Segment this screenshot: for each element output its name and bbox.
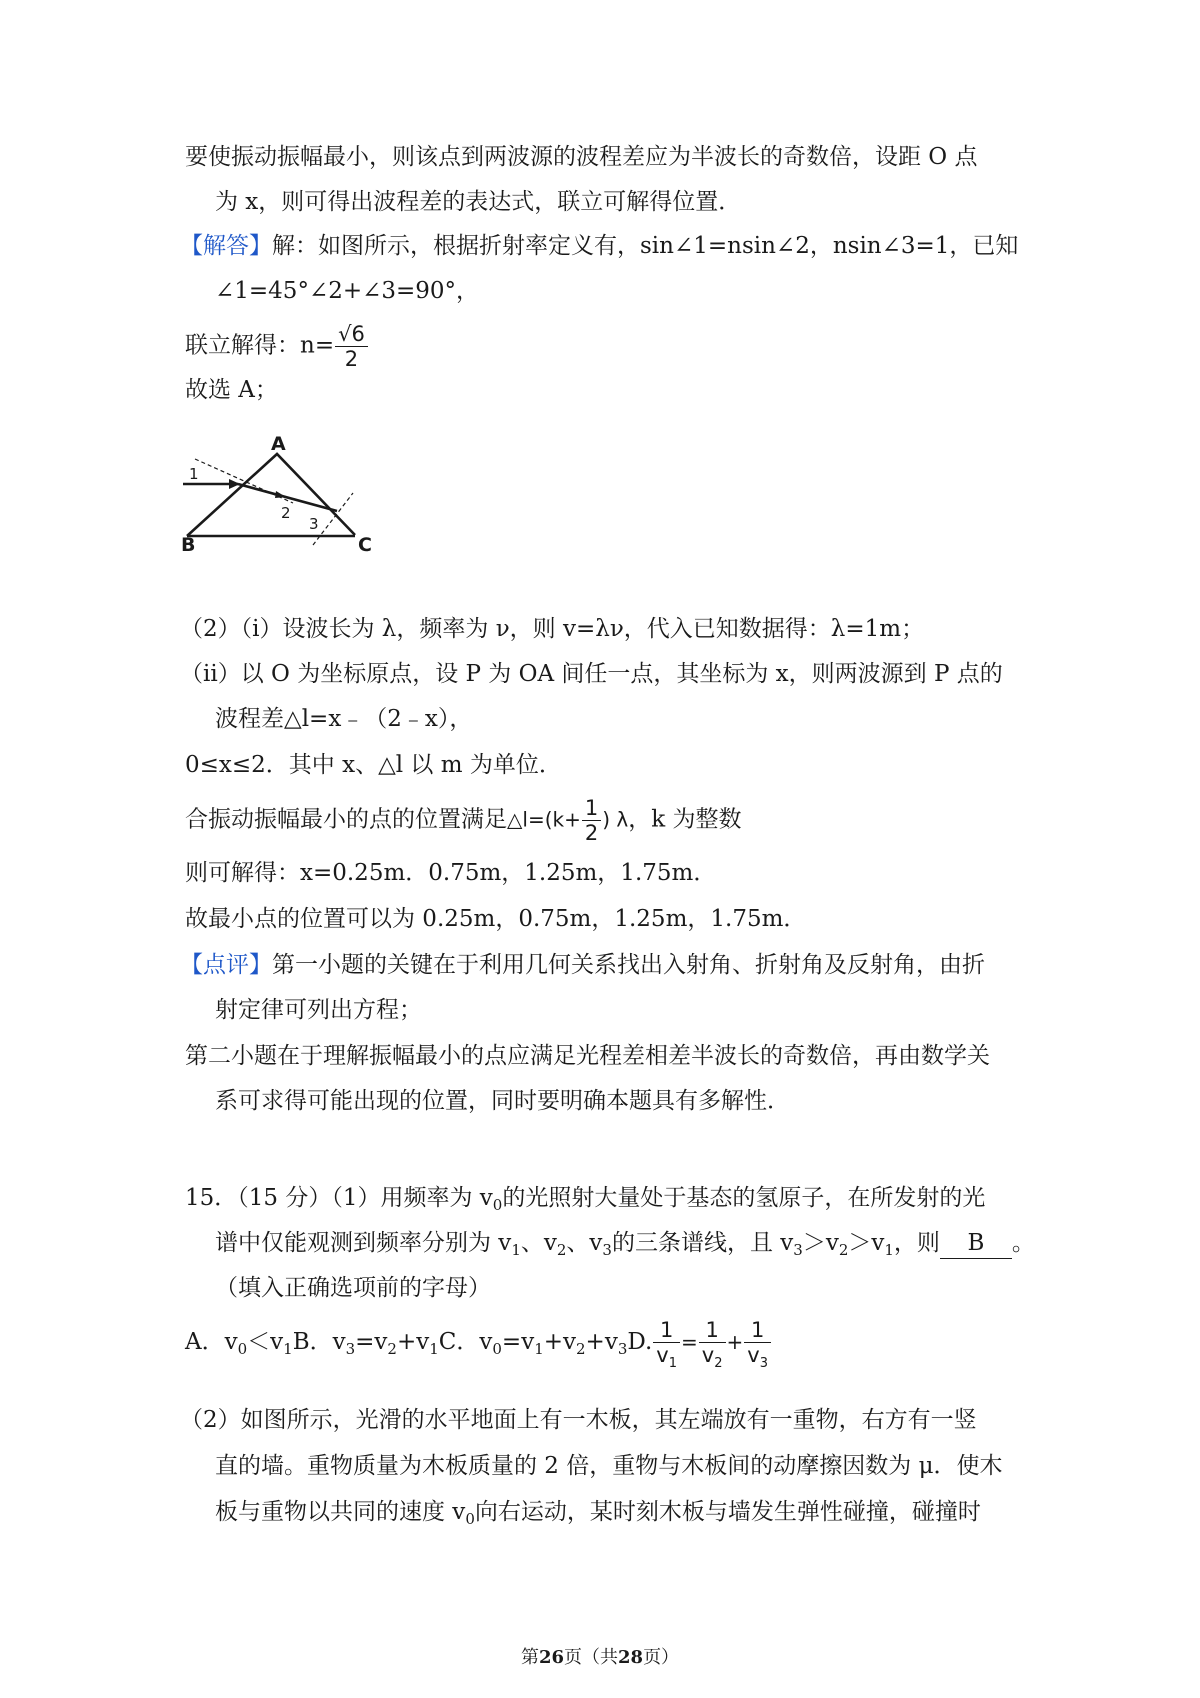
- q15-line-2: 谱中仅能观测到频率分别为 $v_1$、$v_2$、$v_3$的三条谱线，且 $v_3>v_2>v_1$，则 B 。: [215, 1230, 1035, 1259]
- cond-den: 2: [584, 821, 599, 845]
- q15-line-1: 15．（15 分）（1）用频率为 $v_0$的光照射大量处于基态的氢原子，在所发射的光: [185, 1185, 986, 1214]
- cond-formula-a: △l=(k+: [507, 807, 581, 832]
- p2-ii-2: 波程差△l=x﹣（2﹣x），: [215, 706, 473, 732]
- choose-line: 故选 A；: [185, 377, 278, 403]
- result-1: 则可解得：x=0.25m．0.75m，1.25m，1.75m．: [185, 860, 717, 886]
- answer-tag: 【解答】: [180, 233, 272, 259]
- p2-ii-1: （ii）以 O 为坐标原点，设 P 为 OA 间任一点，其坐标为 x，则两波源到 P 点的: [180, 661, 1003, 687]
- label-1: 1: [189, 465, 199, 483]
- option-c: C．$v_0=v_1+v_2+v_3$: [438, 1328, 628, 1358]
- comment-3: 第二小题在于理解振幅最小的点应满足光程差相差半波长的奇数倍，再由数学关: [185, 1043, 990, 1069]
- cond-suffix: ，k 为整数: [628, 806, 742, 833]
- frac-v1: $\frac{1}{v_1}$: [653, 1318, 680, 1367]
- n-denominator: 2: [344, 347, 359, 371]
- triangle-figure: [181, 433, 383, 556]
- cond-num: 1: [582, 796, 601, 821]
- comment-4: 系可求得可能出现的位置，同时要明确本题具有多解性．: [215, 1088, 790, 1114]
- option-b: B．$v_3=v_2+v_1$: [292, 1328, 439, 1358]
- option-a: A．$v_0<v_1$: [185, 1328, 293, 1358]
- line-1: 要使振动振幅最小，则该点到两波源的波程差应为半波长的奇数倍，设距 O 点: [185, 144, 978, 170]
- option-d: D. $\frac{1}{v_1}$ = $\frac{1}{v_2}$ + $\frac{1}{v_3}$: [627, 1329, 772, 1355]
- solve-line: [185, 322, 369, 371]
- n-fraction: [335, 322, 368, 371]
- q15-options: [185, 1318, 772, 1371]
- q15-answer-blank: B: [940, 1228, 1012, 1259]
- answer-line: [180, 231, 1018, 261]
- comment-tag: 【点评】: [180, 952, 272, 978]
- line-2: 为 x，则可得出波程差的表达式，联立可解得位置．: [215, 189, 742, 215]
- angles-line: ∠1=45°∠2+∠3=90°，: [215, 278, 480, 304]
- comment-1: 第一小题的关键在于利用几何关系找出入射角、折射角及反射角，由折: [272, 952, 985, 978]
- normal-left: [195, 459, 293, 503]
- condition-line: [185, 796, 741, 845]
- triangle-side: [187, 454, 355, 536]
- range-line: 0≤x≤2．其中 x、△l 以 m 为单位．: [185, 752, 562, 778]
- cond-fraction: [582, 796, 601, 845]
- q2-line-1: （2）如图所示，光滑的水平地面上有一木板，其左端放有一重物，右方有一竖: [180, 1407, 977, 1433]
- label-c: C: [358, 534, 372, 556]
- q2-line-3: 板与重物以共同的速度 $v_0$向右运动，某时刻木板与墙发生弹性碰撞，碰撞时: [215, 1499, 981, 1528]
- frac-v2: $\frac{1}{v_2}$: [699, 1318, 726, 1367]
- comment-2: 射定律可列出方程；: [215, 997, 422, 1023]
- q2-line-2: 直的墙。重物质量为木板质量的 2 倍，重物与木板间的动摩擦因数为 μ．使木: [215, 1453, 1003, 1479]
- solve-prefix: 联立解得：n=: [185, 332, 335, 359]
- frac-v3: $\frac{1}{v_3}$: [744, 1318, 771, 1367]
- label-3: 3: [309, 515, 319, 533]
- cond-prefix: 合振动振幅最小的点的位置满足: [185, 806, 507, 833]
- label-a: A: [271, 433, 286, 455]
- n-numerator: √6: [335, 322, 368, 347]
- page-footer: 第26页（共28页）: [520, 1647, 680, 1668]
- comment-line-1: [180, 950, 985, 980]
- q15-line-3: （填入正确选项前的字母）: [215, 1275, 491, 1301]
- label-2: 2: [281, 504, 291, 522]
- cond-formula-b: ) λ: [602, 807, 629, 832]
- answer-text: 解：如图所示，根据折射率定义有，sin∠1=nsin∠2，nsin∠3=1，已知: [272, 233, 1019, 259]
- label-b: B: [181, 534, 196, 556]
- result-2: 故最小点的位置可以为 0.25m，0.75m，1.25m，1.75m．: [185, 906, 807, 932]
- p2-i: （2）（i）设波长为 λ，频率为 ν，则 v=λν，代入已知数据得：λ=1m；: [180, 616, 925, 642]
